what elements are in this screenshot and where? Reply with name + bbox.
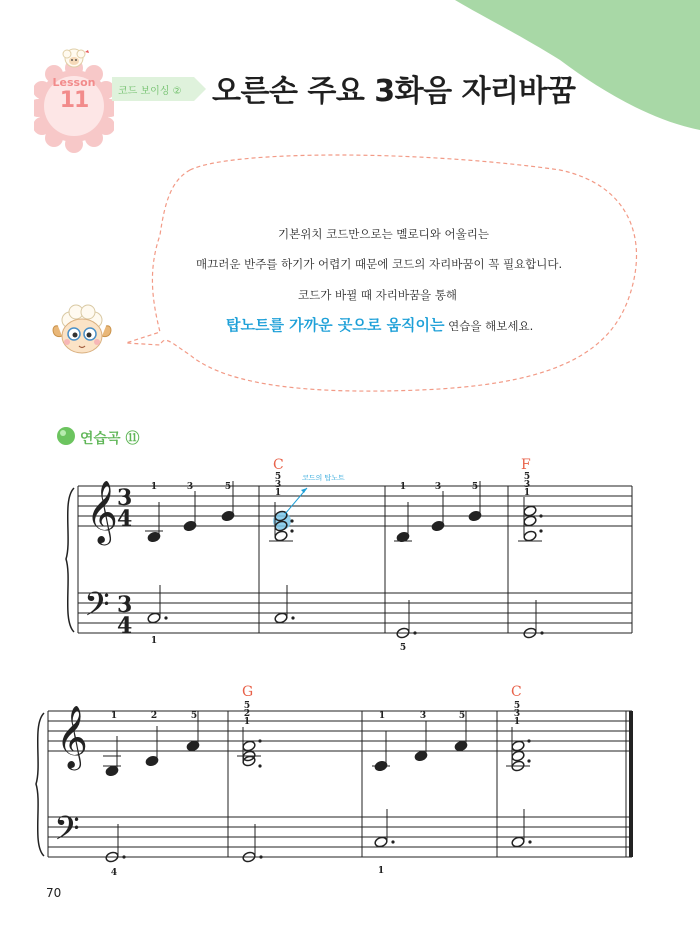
- lesson-number: 11: [59, 88, 89, 113]
- svg-text:1: 1: [377, 866, 385, 876]
- svg-text:1: 1: [378, 711, 386, 721]
- svg-text:C: C: [273, 457, 284, 473]
- svg-text:5: 5: [513, 701, 521, 711]
- page-title: 오른손 주요 3화음 자리바꿈: [212, 74, 576, 109]
- svg-text:5: 5: [190, 711, 198, 721]
- bubble-line-4-rest: 연습을 해보세요.: [444, 319, 534, 333]
- svg-text:1: 1: [110, 711, 118, 721]
- svg-text:5: 5: [471, 482, 479, 492]
- svg-text:3: 3: [419, 711, 427, 721]
- svg-text:3: 3: [117, 485, 133, 511]
- bubble-line-1: 기본위치 코드만으로는 멜로디와 어울리는: [278, 227, 489, 241]
- svg-text:1: 1: [523, 488, 531, 498]
- svg-text:코드의 탑노트: 코드의 탑노트: [302, 474, 345, 482]
- bass-clef-icon: 𝄢: [54, 810, 80, 856]
- section-tag: 코드 보이싱 ②: [118, 86, 182, 97]
- svg-text:3: 3: [274, 480, 282, 490]
- svg-text:4: 4: [110, 868, 118, 878]
- svg-text:5: 5: [523, 472, 531, 482]
- svg-text:3: 3: [523, 480, 531, 490]
- svg-text:5: 5: [274, 472, 282, 482]
- svg-text:2: 2: [150, 711, 158, 721]
- svg-text:1: 1: [513, 717, 521, 727]
- svg-text:C: C: [511, 684, 522, 700]
- treble-clef-icon: 𝄞: [86, 480, 118, 543]
- svg-text:3: 3: [117, 592, 133, 618]
- bubble-line-2: 매끄러운 반주를 하기가 어렵기 때문에 코드의 자리바꿈이 꼭 필요합니다.: [196, 257, 563, 271]
- practice-label: 연습곡 ⑪: [80, 431, 140, 447]
- svg-text:F: F: [521, 457, 531, 473]
- svg-text:5: 5: [243, 701, 251, 711]
- lesson-word: Lesson: [52, 76, 96, 89]
- svg-text:1: 1: [150, 482, 158, 492]
- svg-text:3: 3: [434, 482, 442, 492]
- svg-text:2: 2: [243, 709, 251, 719]
- svg-text:5: 5: [458, 711, 466, 721]
- svg-text:G: G: [242, 684, 254, 700]
- svg-text:4: 4: [117, 613, 133, 639]
- svg-text:5: 5: [399, 643, 407, 653]
- page-number: 70: [46, 886, 62, 900]
- bubble-line-3: 코드가 바뀔 때 자리바꿈을 통해: [298, 288, 458, 302]
- svg-text:3: 3: [513, 709, 521, 719]
- svg-text:1: 1: [399, 482, 407, 492]
- svg-text:1: 1: [243, 717, 251, 727]
- svg-text:5: 5: [224, 482, 232, 492]
- svg-text:1: 1: [150, 636, 158, 646]
- bass-clef-icon: 𝄢: [84, 586, 110, 632]
- treble-clef-icon: 𝄞: [56, 705, 88, 768]
- svg-text:4: 4: [117, 506, 133, 532]
- svg-text:3: 3: [186, 482, 194, 492]
- bubble-highlight: 탑노트를 가까운 곳으로 움직이는: [226, 316, 445, 334]
- svg-text:1: 1: [274, 488, 282, 498]
